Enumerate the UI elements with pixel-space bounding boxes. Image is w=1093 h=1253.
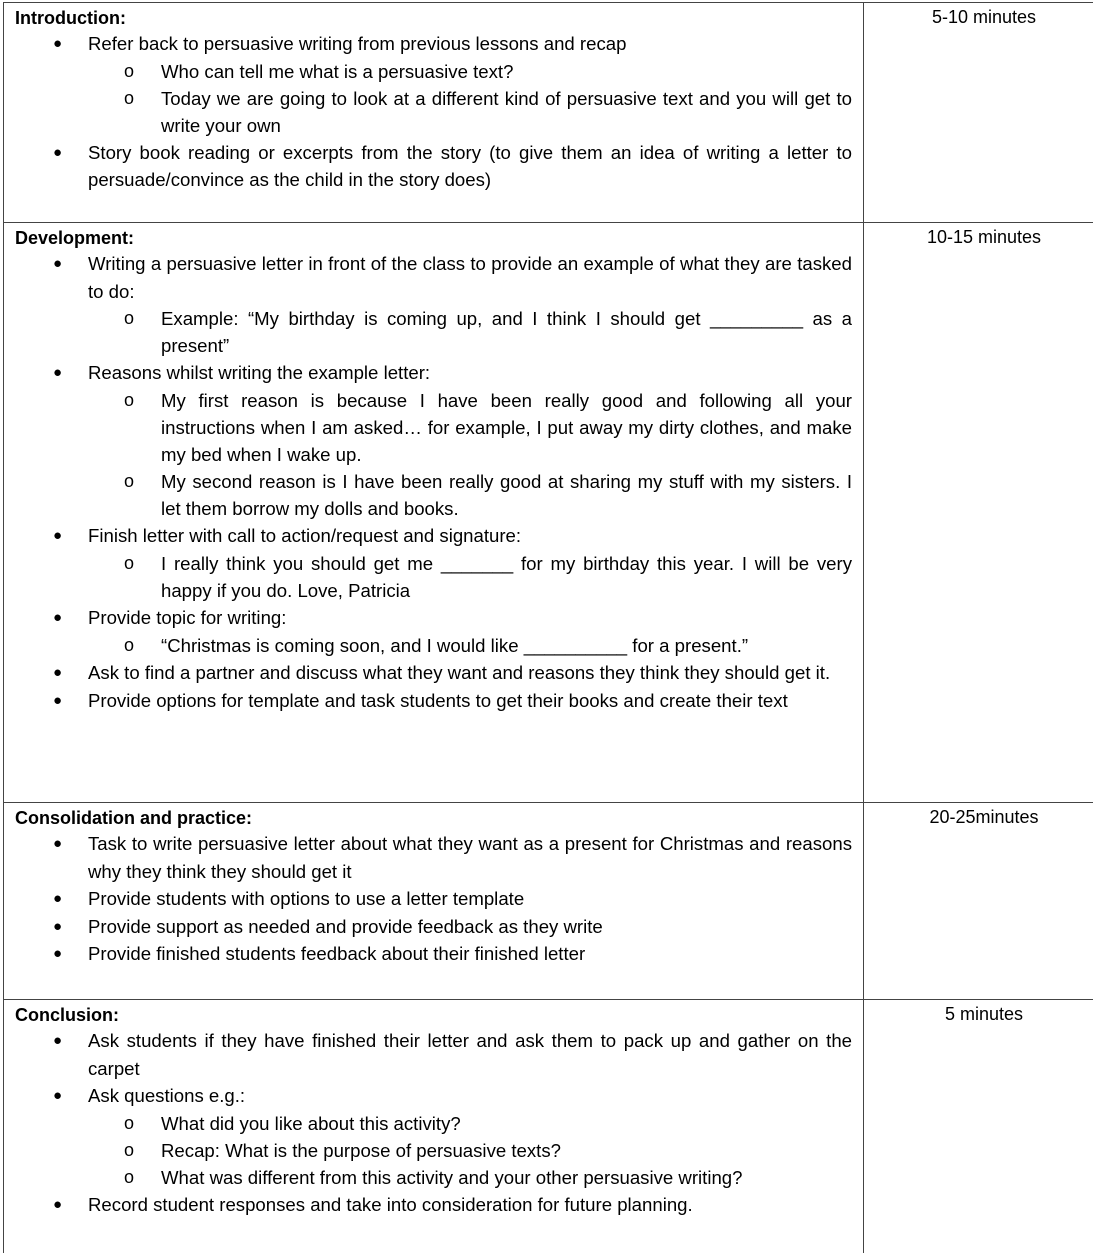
sub-bullet-list bbox=[88, 550, 852, 604]
bullet-text: Provide students with options to use a letter template bbox=[88, 888, 524, 909]
bullet-text: Reasons whilst writing the example letter: bbox=[88, 362, 430, 383]
bullet-item bbox=[15, 687, 852, 715]
bullet-item bbox=[15, 830, 852, 885]
sub-bullet-item bbox=[15, 632, 852, 659]
section-duration: 5-10 minutes bbox=[864, 3, 1093, 223]
sub-bullet-item bbox=[15, 1137, 852, 1164]
bullet-item bbox=[15, 139, 852, 194]
sub-bullet-item bbox=[15, 550, 852, 604]
bullet-dot-icon: ● bbox=[53, 30, 62, 58]
section-content-cell bbox=[4, 1000, 864, 1253]
sub-bullet-text: Recap: What is the purpose of persuasive texts? bbox=[161, 1140, 561, 1161]
hollow-circle-icon: o bbox=[124, 58, 134, 85]
bullet-dot-icon: ● bbox=[53, 1191, 62, 1219]
bullet-dot-icon: ● bbox=[53, 139, 62, 167]
hollow-circle-icon: o bbox=[124, 632, 134, 659]
sub-bullet-text: Example: “My birthday is coming up, and I think I should get _________ as a present” bbox=[161, 308, 852, 356]
sub-bullet-item bbox=[15, 305, 852, 359]
bullet-text: Task to write persuasive letter about what they want as a present for Christmas and reasons why they think they should get it bbox=[88, 833, 852, 882]
hollow-circle-icon: o bbox=[124, 1137, 134, 1164]
lesson-plan-table bbox=[3, 2, 1093, 1253]
bullet-item bbox=[15, 1027, 852, 1082]
bullet-item bbox=[15, 885, 852, 913]
bullet-text: Provide topic for writing: bbox=[88, 607, 286, 628]
bullet-dot-icon: ● bbox=[53, 522, 62, 550]
bullet-item bbox=[15, 522, 852, 604]
bullet-text: Provide options for template and task students to get their books and create their text bbox=[88, 690, 788, 711]
bullet-list bbox=[15, 830, 852, 968]
bullet-dot-icon: ● bbox=[53, 659, 62, 687]
section-title: Development: bbox=[15, 226, 852, 250]
section-title: Conclusion: bbox=[15, 1003, 852, 1027]
bullet-list bbox=[15, 250, 852, 714]
sub-bullet-item bbox=[15, 85, 852, 139]
sub-bullet-list bbox=[88, 632, 852, 659]
sub-bullet-item bbox=[15, 58, 852, 85]
bullet-list bbox=[15, 1027, 852, 1219]
bullet-list bbox=[15, 30, 852, 194]
section-duration: 5 minutes bbox=[864, 1000, 1093, 1253]
bullet-dot-icon: ● bbox=[53, 1082, 62, 1110]
bullet-text: Ask students if they have finished their letter and ask them to pack up and gather on the carpet bbox=[88, 1030, 852, 1079]
section-title: Consolidation and practice: bbox=[15, 806, 852, 830]
bullet-item bbox=[15, 913, 852, 941]
sub-bullet-list bbox=[88, 58, 852, 139]
bullet-item bbox=[15, 359, 852, 522]
hollow-circle-icon: o bbox=[124, 468, 134, 495]
sub-bullet-item bbox=[15, 1164, 852, 1191]
section-row-consolidation bbox=[4, 803, 1093, 1000]
bullet-dot-icon: ● bbox=[53, 687, 62, 715]
hollow-circle-icon: o bbox=[124, 305, 134, 332]
sub-bullet-text: Who can tell me what is a persuasive text? bbox=[161, 61, 513, 82]
bullet-text: Ask questions e.g.: bbox=[88, 1085, 245, 1106]
bullet-dot-icon: ● bbox=[53, 1027, 62, 1055]
bullet-dot-icon: ● bbox=[53, 885, 62, 913]
bullet-text: Provide finished students feedback about their finished letter bbox=[88, 943, 585, 964]
sub-bullet-text: Today we are going to look at a different kind of persuasive text and you will get to write your own bbox=[161, 88, 852, 136]
bullet-dot-icon: ● bbox=[53, 913, 62, 941]
bullet-item bbox=[15, 604, 852, 659]
section-row-introduction bbox=[4, 3, 1093, 223]
bullet-dot-icon: ● bbox=[53, 250, 62, 278]
bullet-text: Record student responses and take into consideration for future planning. bbox=[88, 1194, 693, 1215]
sub-bullet-item bbox=[15, 468, 852, 522]
hollow-circle-icon: o bbox=[124, 550, 134, 577]
bullet-dot-icon: ● bbox=[53, 940, 62, 968]
sub-bullet-text: My first reason is because I have been really good and following all your instructions when I am asked… for example, I put away my dirty clothes, and make my bed when I wake up. bbox=[161, 390, 852, 465]
sub-bullet-list bbox=[88, 1110, 852, 1191]
bullet-item bbox=[15, 940, 852, 968]
bullet-item bbox=[15, 1191, 852, 1219]
section-row-conclusion bbox=[4, 1000, 1093, 1253]
section-content-cell bbox=[4, 223, 864, 803]
section-duration: 20-25minutes bbox=[864, 803, 1093, 1000]
sub-bullet-text: What was different from this activity and your other persuasive writing? bbox=[161, 1167, 742, 1188]
sub-bullet-text: I really think you should get me _______ for my birthday this year. I will be very happy if you do. Love, Patricia bbox=[161, 553, 852, 601]
bullet-dot-icon: ● bbox=[53, 604, 62, 632]
section-content-cell bbox=[4, 3, 864, 223]
bullet-item bbox=[15, 1082, 852, 1191]
bullet-dot-icon: ● bbox=[53, 359, 62, 387]
bullet-item bbox=[15, 250, 852, 359]
sub-bullet-text: What did you like about this activity? bbox=[161, 1113, 461, 1134]
bullet-item bbox=[15, 659, 852, 687]
bullet-text: Ask to find a partner and discuss what they want and reasons they think they should get it. bbox=[88, 662, 830, 683]
section-duration: 10-15 minutes bbox=[864, 223, 1093, 803]
sub-bullet-list bbox=[88, 387, 852, 522]
bullet-item bbox=[15, 30, 852, 139]
bullet-text: Story book reading or excerpts from the story (to give them an idea of writing a letter to persuade/convince as the child in the story does) bbox=[88, 142, 852, 191]
sub-bullet-item bbox=[15, 1110, 852, 1137]
sub-bullet-text: My second reason is I have been really good at sharing my stuff with my sisters. I let them borrow my dolls and books. bbox=[161, 471, 852, 519]
lesson-plan-body bbox=[4, 3, 1093, 1253]
hollow-circle-icon: o bbox=[124, 85, 134, 112]
sub-bullet-text: “Christmas is coming soon, and I would like __________ for a present.” bbox=[161, 635, 748, 656]
bullet-text: Finish letter with call to action/request and signature: bbox=[88, 525, 521, 546]
sub-bullet-item bbox=[15, 387, 852, 468]
section-row-development bbox=[4, 223, 1093, 803]
bullet-text: Provide support as needed and provide feedback as they write bbox=[88, 916, 603, 937]
hollow-circle-icon: o bbox=[124, 387, 134, 414]
sub-bullet-list bbox=[88, 305, 852, 359]
section-title: Introduction: bbox=[15, 6, 852, 30]
bullet-dot-icon: ● bbox=[53, 830, 62, 858]
bullet-text: Writing a persuasive letter in front of the class to provide an example of what they are tasked to do: bbox=[88, 253, 852, 302]
hollow-circle-icon: o bbox=[124, 1110, 134, 1137]
hollow-circle-icon: o bbox=[124, 1164, 134, 1191]
section-content-cell bbox=[4, 803, 864, 1000]
bullet-text: Refer back to persuasive writing from previous lessons and recap bbox=[88, 33, 626, 54]
